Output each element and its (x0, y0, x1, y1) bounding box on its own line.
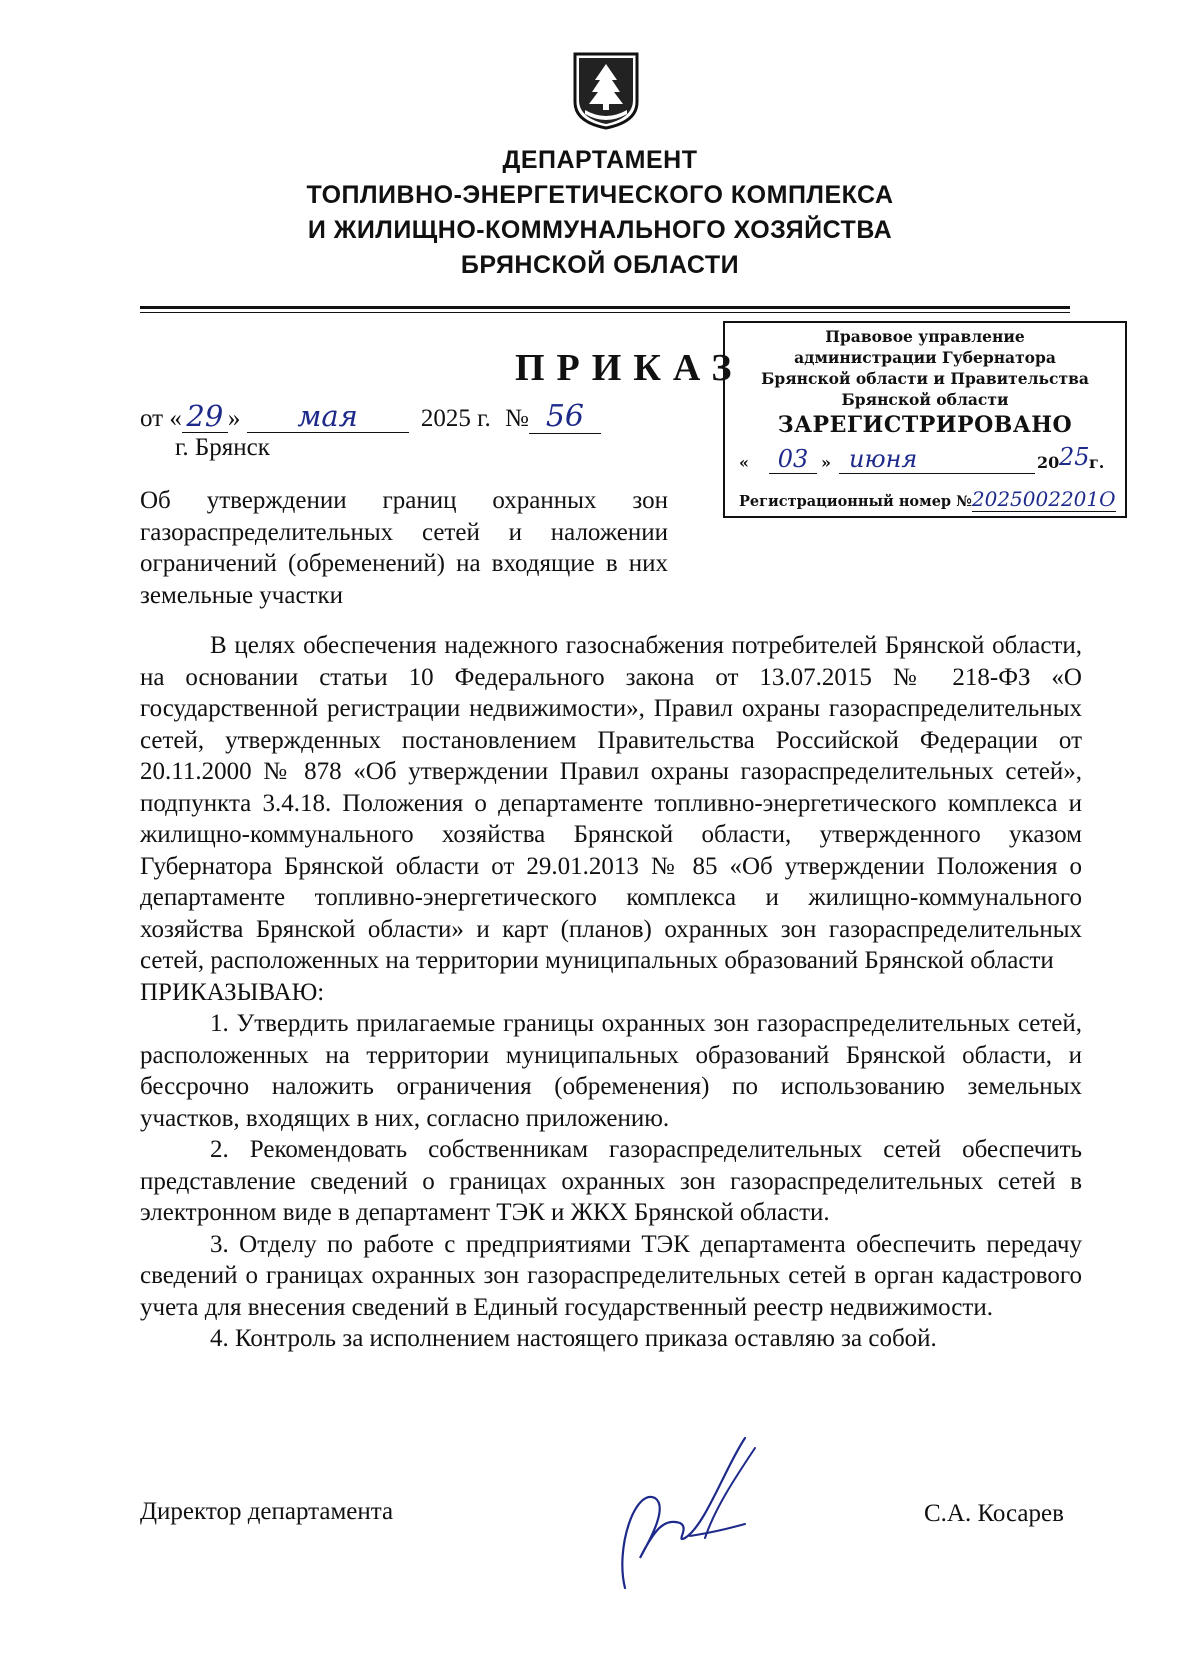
order-item-2: 2. Рекомендовать собственникам газораспределительных сетей обеспечить представление сведений о границах охранных зон газораспределительных сетей в электронном виде в департамент ТЭК и ЖКХ Брянской области. (140, 1136, 1082, 1226)
order-date-line (140, 400, 601, 435)
stamp-date (739, 445, 1119, 477)
stamp-regnum-label: Регистрационный номер № (739, 493, 972, 510)
order-item-1: 1. Утвердить прилагаемые границы охранных зон газораспределительных сетей, расположенных на территории муниципальных образований Брянской области, и бессрочно наложить ограничения (обременения) по использованию земельных участков, входящих в них, согласно приложению. (140, 1010, 1082, 1132)
stamp-quote-close: » (821, 453, 831, 472)
stamp-regnum-value: 2025002201O (971, 487, 1116, 511)
order-title: ПРИКАЗ (515, 347, 744, 389)
department-name-line-1: ДЕПАРТАМЕНТ (502, 146, 698, 174)
order-city: г. Брянск (175, 434, 270, 461)
order-day: 29 (182, 400, 228, 433)
stamp-line-4: Брянской области (841, 390, 1009, 409)
stamp-line-1: Правовое управление (825, 327, 1025, 346)
stamp-line-2: администрации Губернатора (794, 348, 1056, 367)
handwritten-signature (595, 1428, 770, 1598)
order-number: 56 (529, 401, 601, 434)
date-prefix: от « (140, 405, 182, 432)
stamp-line-3: Брянской области и Правительства (761, 369, 1089, 388)
stamp-day: 03 (769, 445, 817, 474)
department-name-line-4: БРЯНСКОЙ ОБЛАСТИ (460, 251, 740, 279)
order-number-label: № (505, 405, 529, 432)
stamp-registration-number (739, 487, 1116, 511)
registration-stamp (723, 321, 1127, 518)
order-subject: Об утверждении границ охранных зон газораспределительных сетей и наложении ограничений (обременений) на входящие в них земельные участки (140, 487, 668, 609)
preamble-paragraph: В целях обеспечения надежного газоснабжения потребителей Брянской области, на основании статьи 10 Федерального закона от 13.07.2015 № 218-ФЗ «О государственной регистрации недвижимости», Правил охраны газораспределительных сетей, утвержденных постановлением Правительства Российской Федерации от 20.11.2000 № 878 «Об утверждении Правил охраны газораспределительных сетей», подпункта 3.4.18. Положения о департаменте топливно-энергетического комплекса и жилищно-коммунального хозяйства Брянской области, утвержденного указом Губернатора Брянской области от 29.01.2013 № 85 «Об утверждении Положения о департаменте топливно-энергетического комплекса и жилищно-коммунального хозяйства Брянской области» и карт (планов) охранных зон газораспределительных сетей, расположенных на территории муниципальных образований Брянской области (140, 632, 1082, 974)
department-name-line-3: И ЖИЛИЩНО-КОММУНАЛЬНОГО ХОЗЯЙСТВА (307, 216, 893, 244)
order-item-4: 4. Контроль за исполнением настоящего приказа оставляю за собой. (210, 1325, 937, 1352)
order-item-3: 3. Отделу по работе с предприятиями ТЭК департамента обеспечить передачу сведений о границах охранных зон газораспределительных сетей в орган кадастрового учета для внесения сведений в Единый государственный реестр недвижимости. (140, 1230, 1082, 1321)
header-rule-thick (140, 306, 1070, 309)
stamp-quote-open: « (739, 453, 749, 472)
coat-of-arms-emblem (571, 50, 641, 130)
department-name-line-2: ТОПЛИВНО-ЭНЕРГЕТИЧЕСКОГО КОМПЛЕКСА (306, 181, 894, 209)
signer-title: Директор департамента (140, 1498, 394, 1525)
order-body (140, 630, 1082, 1355)
stamp-year-prefix: 20 (1037, 453, 1060, 472)
order-year: 2025 г. (420, 405, 491, 432)
signer-name: С.А. Косарев (924, 1500, 1064, 1527)
stamp-year-end: г. (1089, 453, 1105, 472)
date-quote-close: » (227, 405, 241, 432)
order-month: мая (247, 400, 409, 433)
stamp-registered: ЗАРЕГИСТРИРОВАНО (777, 412, 1073, 438)
stamp-year-suffix: 25 (1059, 443, 1090, 471)
header-rule-thin (140, 312, 1070, 313)
stamp-month: июня (839, 445, 1035, 474)
command-word: ПРИКАЗЫВАЮ: (140, 978, 325, 1006)
